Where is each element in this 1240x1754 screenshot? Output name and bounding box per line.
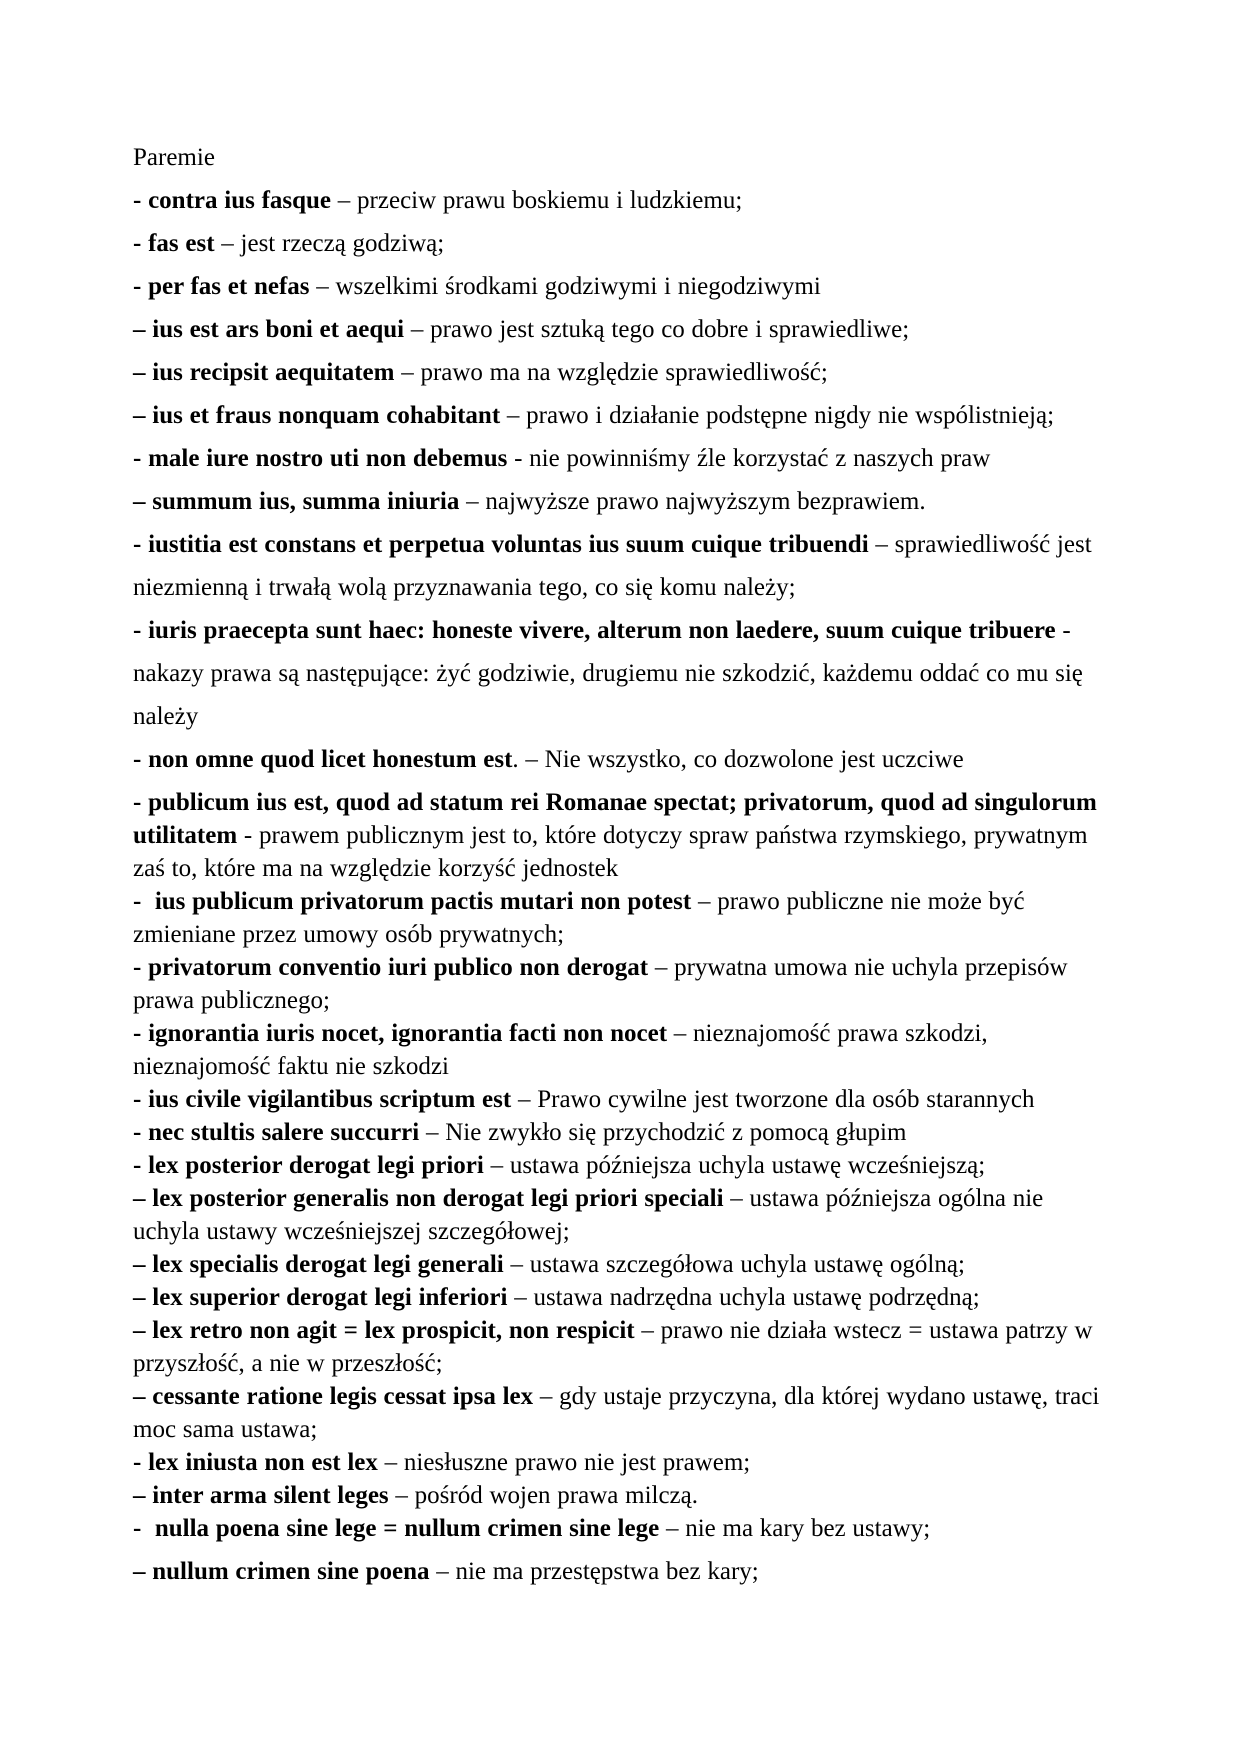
polish-translation: – ustawa późniejsza ogólna nie uchyla ustawy wcześniejszej szczegółowej; (133, 1185, 1044, 1245)
maxim-line (133, 1380, 1115, 1446)
polish-translation: – ustawa nadrzędna uchyla ustawę podrzędną; (507, 1284, 980, 1311)
polish-translation: – jest rzeczą godziwą; (214, 230, 445, 257)
latin-phrase: – lex specialis derogat legi generali (133, 1251, 504, 1278)
maxim-line (133, 1314, 1115, 1380)
latin-phrase: - iuris praecepta sunt haec: honeste vivere, alterum non laedere, suum cuique tribuere (133, 617, 1056, 644)
maxim-line (133, 1116, 1115, 1149)
page-title: Paremie (133, 144, 215, 171)
polish-translation: – niesłuszne prawo nie jest prawem; (377, 1449, 751, 1476)
latin-phrase: – lex posterior generalis non derogat legi priori speciali (133, 1185, 724, 1212)
polish-translation: – przeciw prawu boskiemu i ludzkiemu; (331, 187, 743, 214)
polish-translation: - prawem publicznym jest to, które dotyczy spraw państwa rzymskiego, prywatnym zaś to, które ma na względzie korzyść jednostek (133, 822, 1088, 882)
maxim-line (133, 222, 1115, 265)
latin-phrase: – ius recipsit aequitatem (133, 359, 395, 386)
latin-phrase: – summum ius, summa iniuria (133, 488, 460, 515)
maxims-section-loose (133, 179, 1115, 781)
maxim-line (133, 885, 1115, 951)
latin-phrase: - lex posterior derogat legi priori (133, 1152, 484, 1179)
polish-translation: – Nie zwykło się przychodzić z pomocą głupim (419, 1119, 907, 1146)
maxim-line (133, 1083, 1115, 1116)
latin-phrase: - nec stultis salere succurri (133, 1119, 420, 1146)
polish-translation: – nie ma przestępstwa bez kary; (429, 1558, 759, 1585)
latin-phrase: - lex iniusta non est lex (133, 1449, 378, 1476)
maxim-line (133, 1512, 1115, 1545)
latin-phrase: - privatorum conventio iuri publico non derogat (133, 954, 649, 981)
maxim-line (133, 786, 1115, 885)
latin-phrase: - ius civile vigilantibus scriptum est (133, 1086, 512, 1113)
document-content (133, 136, 1115, 1588)
polish-translation: – najwyższe prawo najwyższym bezprawiem. (459, 488, 926, 515)
latin-phrase: - ius publicum privatorum pactis mutari non potest (133, 888, 692, 915)
maxim-line (133, 1555, 1115, 1588)
maxim-line (133, 308, 1115, 351)
maxim-line (133, 394, 1115, 437)
polish-translation: – ustawa szczegółowa uchyla ustawę ogólną; (503, 1251, 965, 1278)
maxim-line (133, 1281, 1115, 1314)
polish-translation: – Prawo cywilne jest tworzone dla osób starannych (511, 1086, 1035, 1113)
polish-translation: – wszelkimi środkami godziwymi i niegodziwymi (309, 273, 821, 300)
polish-translation: – ustawa późniejsza uchyla ustawę wcześniejszą; (483, 1152, 986, 1179)
maxim-line (133, 609, 1115, 738)
maxim-line (133, 1479, 1115, 1512)
maxim-line (133, 1017, 1115, 1083)
maxim-line (133, 523, 1115, 609)
polish-translation: . – Nie wszystko, co dozwolone jest uczciwe (512, 746, 964, 773)
latin-phrase: - iustitia est constans et perpetua voluntas ius suum cuique tribuendi (133, 531, 869, 558)
polish-translation: – pośród wojen prawa milczą. (388, 1482, 699, 1509)
maxim-line (133, 265, 1115, 308)
maxim-line (133, 437, 1115, 480)
polish-translation: - nakazy prawa są następujące: żyć godziwie, drugiemu nie szkodzić, każdemu oddać co mu się należy (133, 617, 1083, 730)
maxim-line (133, 951, 1115, 1017)
polish-translation: – prawo publiczne nie może być zmieniane przez umowy osób prywatnych; (133, 888, 1025, 948)
latin-phrase: - publicum ius est, quod ad statum rei Romanae spectat; privatorum, quod ad singulorum utilitatem (133, 789, 1097, 849)
polish-translation: – prawo ma na względzie sprawiedliwość; (394, 359, 828, 386)
latin-phrase: – cessante ratione legis cessat ipsa lex (133, 1383, 534, 1410)
latin-phrase: – inter arma silent leges (133, 1482, 389, 1509)
latin-phrase: - per fas et nefas (133, 273, 310, 300)
polish-translation: – prawo i działanie podstępne nigdy nie wspólistnieją; (500, 402, 1055, 429)
maxim-line (133, 738, 1115, 781)
polish-translation: - nie powinniśmy źle korzystać z naszych praw (507, 445, 991, 472)
latin-phrase: – ius est ars boni et aequi (133, 316, 405, 343)
latin-phrase: - ignorantia iuris nocet, ignorantia facti non nocet (133, 1020, 668, 1047)
polish-translation: – gdy ustaje przyczyna, dla której wydano ustawę, traci moc sama ustawa; (133, 1383, 1100, 1443)
polish-translation: – prawo jest sztuką tego co dobre i sprawiedliwe; (404, 316, 910, 343)
maxim-line (133, 1182, 1115, 1248)
maxim-line (133, 179, 1115, 222)
latin-phrase: – lex retro non agit = lex prospicit, non respicit (133, 1317, 635, 1344)
maxims-section-tight (133, 786, 1115, 1588)
latin-phrase: – nullum crimen sine poena (133, 1558, 430, 1585)
polish-translation: – prywatna umowa nie uchyla przepisów prawa publicznego; (133, 954, 1068, 1014)
polish-translation: – sprawiedliwość jest niezmienną i trwałą wolą przyznawania tego, co się komu należy; (133, 531, 1092, 601)
polish-translation: – nieznajomość prawa szkodzi, nieznajomość faktu nie szkodzi (133, 1020, 988, 1080)
latin-phrase: - non omne quod licet honestum est (133, 746, 513, 773)
maxim-line (133, 1446, 1115, 1479)
latin-phrase: - fas est (133, 230, 215, 257)
maxim-line (133, 480, 1115, 523)
maxim-line (133, 1248, 1115, 1281)
latin-phrase: - nulla poena sine lege = nullum crimen sine lege (133, 1515, 660, 1542)
maxim-line (133, 1149, 1115, 1182)
latin-phrase: - contra ius fasque (133, 187, 332, 214)
maxim-line (133, 351, 1115, 394)
polish-translation: – prawo nie działa wstecz = ustawa patrzy w przyszłość, a nie w przeszłość; (133, 1317, 1093, 1377)
latin-phrase: - male iure nostro uti non debemus (133, 445, 508, 472)
polish-translation: – nie ma kary bez ustawy; (659, 1515, 931, 1542)
latin-phrase: – ius et fraus nonquam cohabitant (133, 402, 501, 429)
latin-phrase: – lex superior derogat legi inferiori (133, 1284, 508, 1311)
